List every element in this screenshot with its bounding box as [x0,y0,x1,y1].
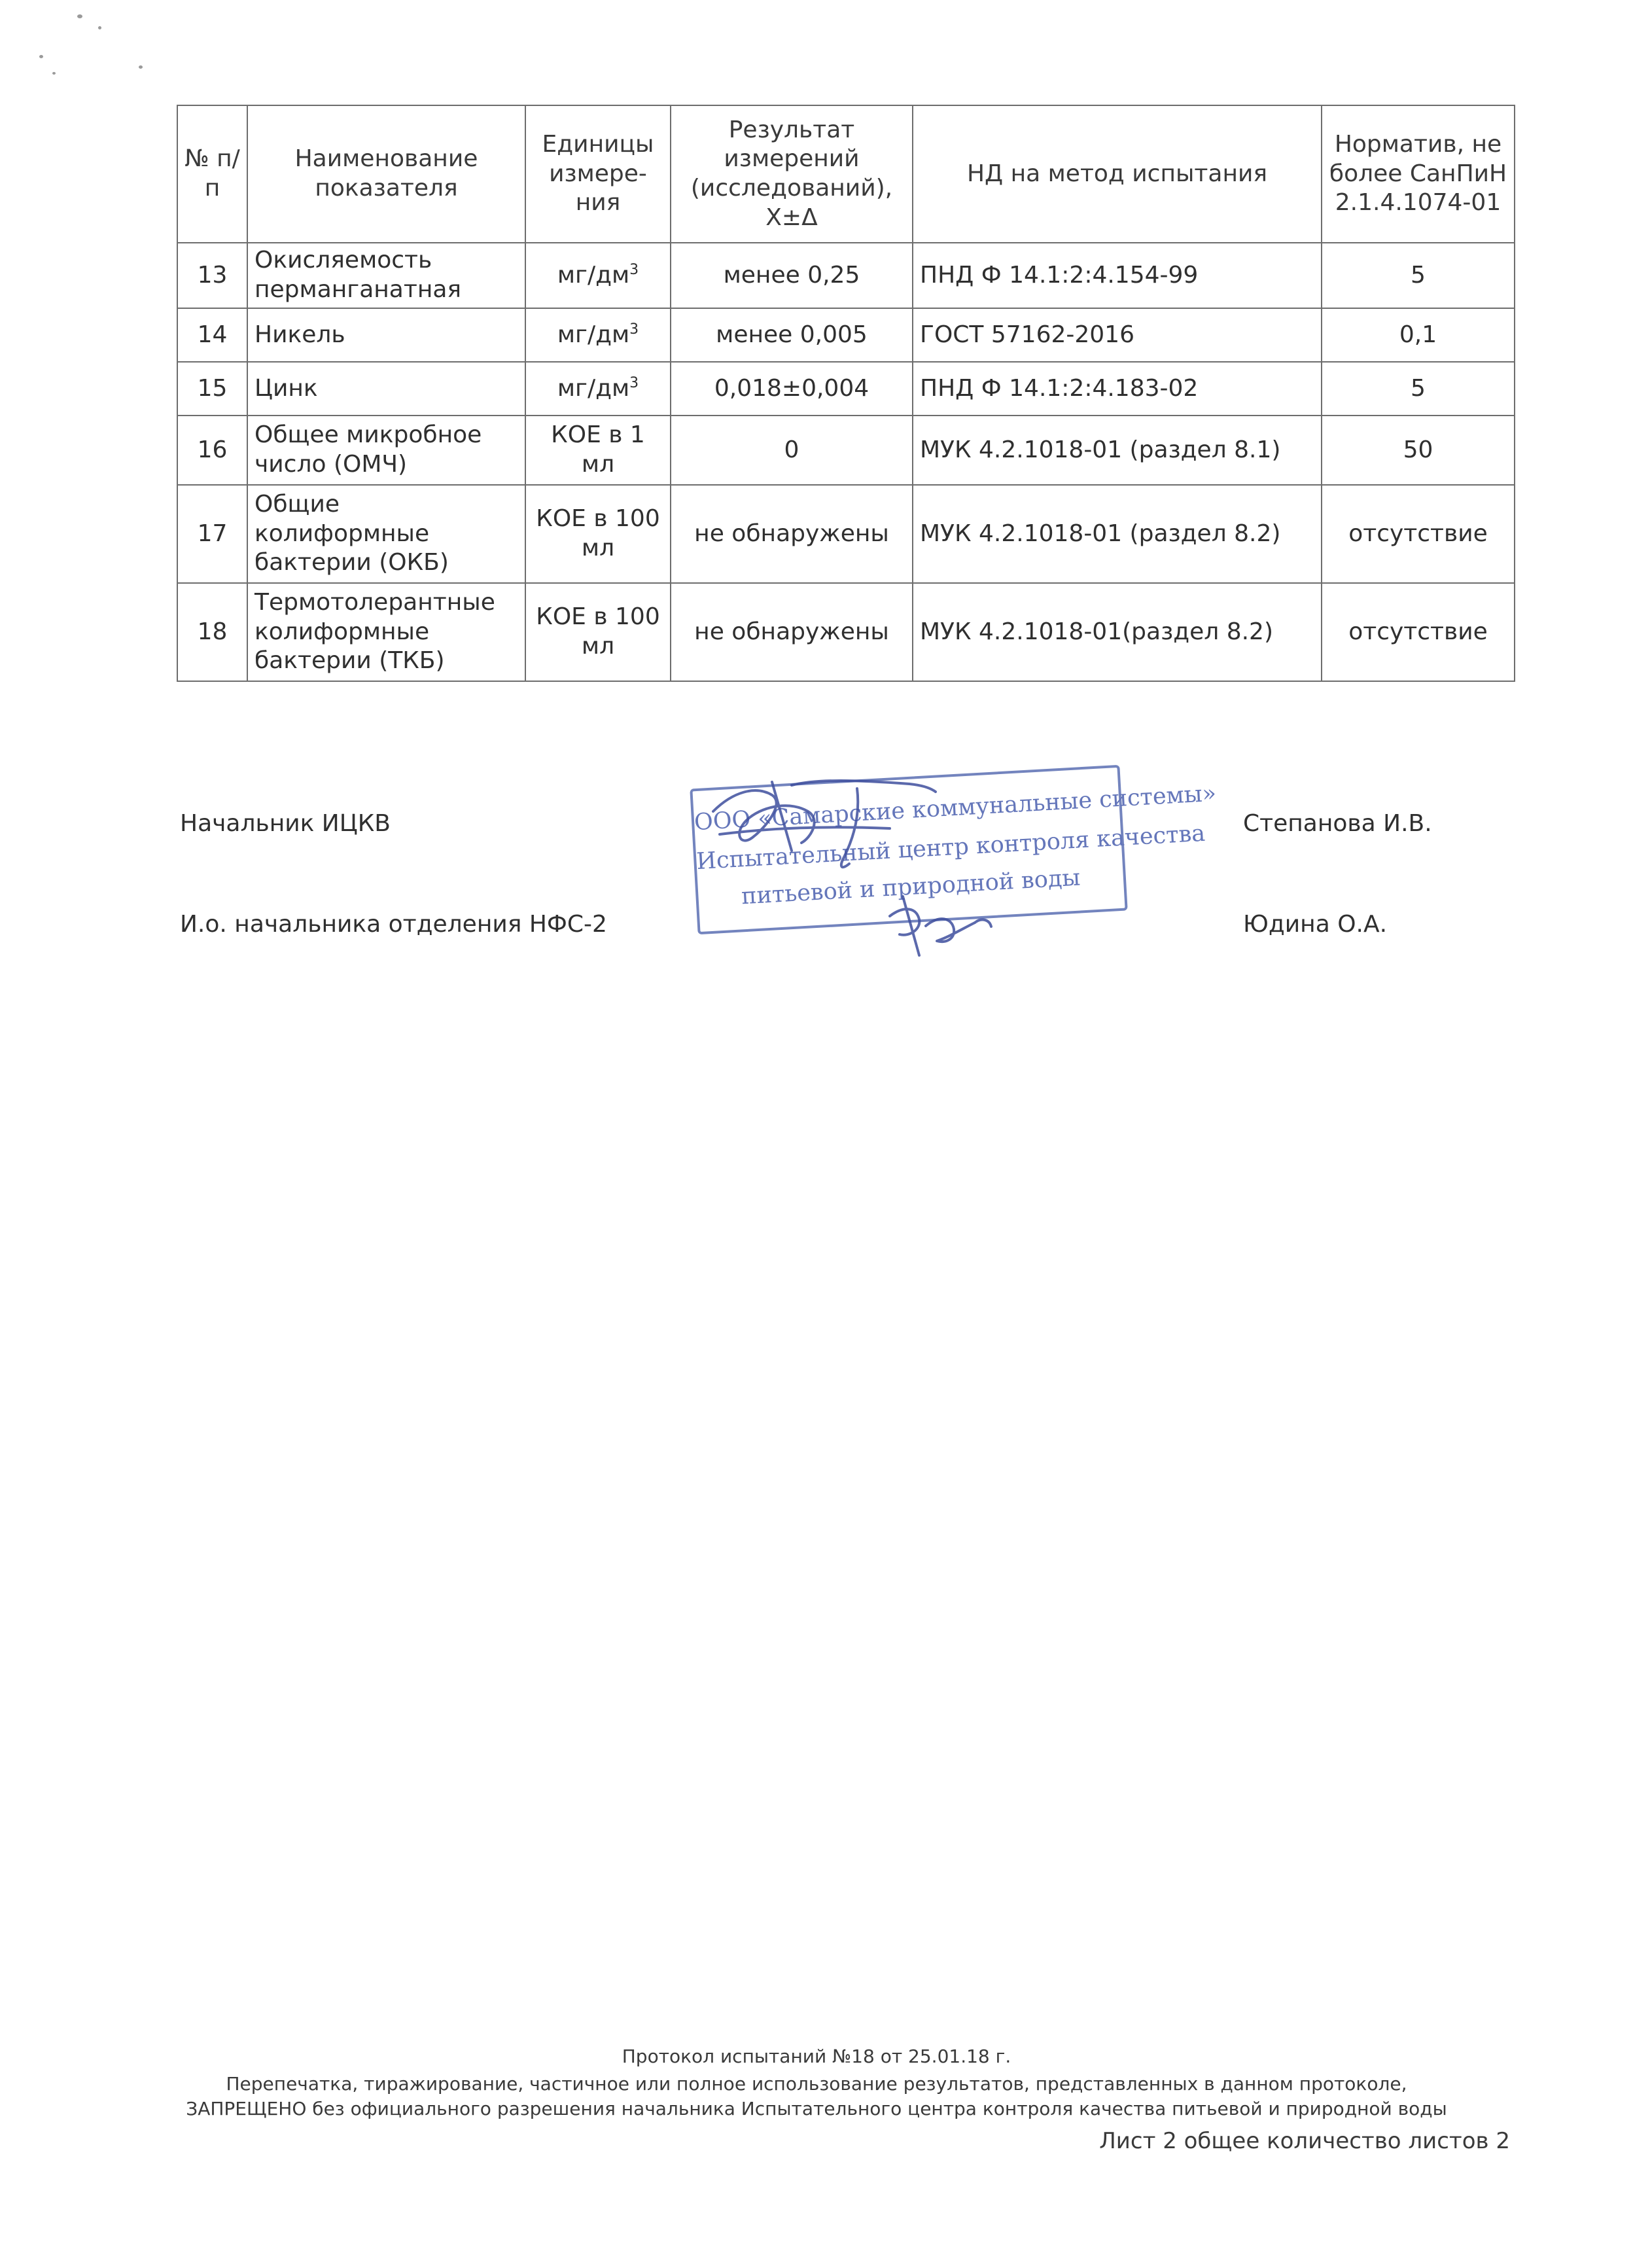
cell-name: Общие колиформные бактерии (ОКБ) [247,485,525,583]
table-row [177,416,1515,485]
cell-name: Цинк [247,362,525,416]
cell-method: МУК 4.2.1018-01(раздел 8.2) [913,583,1322,681]
signatory-position-2: И.о. начальника отделения НФС-2 [180,911,607,938]
signatory-name-2: Юдина О.А. [1243,911,1388,938]
page-counter: Лист 2 общее количество листов 2 [1099,2128,1510,2154]
cell-result: 0,018±0,004 [671,362,913,416]
cell-num: 14 [177,308,247,362]
cell-norm: отсутствие [1322,583,1515,681]
cell-num: 16 [177,416,247,485]
cell-norm: 0,1 [1322,308,1515,362]
cell-method: ГОСТ 57162-2016 [913,308,1322,362]
cell-num: 18 [177,583,247,681]
stamp-line-3: питьевой и природной воды [741,864,1081,910]
results-table [177,105,1515,682]
table-row [177,583,1515,681]
copyright-notice-line-1: Перепечатка, тиражирование, частичное или полное использование результатов, представленных в данном протоколе, [226,2073,1407,2095]
cell-unit: КОЕ в 100 мл [525,485,671,583]
scan-speck [98,26,101,29]
signatory-position-1: Начальник ИЦКВ [180,810,391,837]
cell-method: МУК 4.2.1018-01 (раздел 8.2) [913,485,1322,583]
scan-speck [77,14,82,18]
cell-unit: КОЕ в 1 мл [525,416,671,485]
cell-method: ПНД Ф 14.1:2:4.154-99 [913,243,1322,308]
header-result: Результат измерений (исследований), Х±Δ [671,105,913,243]
cell-unit [525,362,671,416]
unit-text: мг/дм [557,261,630,289]
unit-text: мг/дм [557,374,630,402]
cell-norm: отсутствие [1322,485,1515,583]
table-row [177,308,1515,362]
stamp-line-2: Испытательный центр контроля качества [695,820,1206,876]
signatory-name-1: Степанова И.В. [1243,810,1432,837]
table-row [177,243,1515,308]
cell-unit [525,243,671,308]
cell-norm: 5 [1322,362,1515,416]
scan-speck [52,72,56,75]
cell-result: менее 0,005 [671,308,913,362]
copyright-notice-line-2: ЗАПРЕЩЕНО без официального разрешения начальника Испытательного центра контроля качества питьевой и природной воды [186,2098,1447,2119]
unit-superscript: 3 [629,261,639,278]
header-method: НД на метод испытания [913,105,1322,243]
cell-method: ПНД Ф 14.1:2:4.183-02 [913,362,1322,416]
cell-unit [525,308,671,362]
cell-name: Общее микробное число (ОМЧ) [247,416,525,485]
scan-speck [39,55,43,58]
cell-unit: КОЕ в 100 мл [525,583,671,681]
cell-num: 17 [177,485,247,583]
cell-result: не обнаружены [671,485,913,583]
header-name: Наименование показателя [247,105,525,243]
table-row [177,362,1515,416]
organization-stamp [690,765,1218,934]
protocol-reference: Протокол испытаний №18 от 25.01.18 г. [622,2046,1011,2067]
unit-superscript: 3 [629,321,639,338]
cell-method: МУК 4.2.1018-01 (раздел 8.1) [913,416,1322,485]
cell-norm: 5 [1322,243,1515,308]
cell-name: Термотолерантные колиформные бактерии (ТКБ) [247,583,525,681]
cell-result: менее 0,25 [671,243,913,308]
cell-name: Окисляемость перманганатная [247,243,525,308]
cell-result: 0 [671,416,913,485]
cell-result: не обнаружены [671,583,913,681]
unit-superscript: 3 [629,374,639,391]
header-num: № п/п [177,105,247,243]
table-header-row [177,105,1515,243]
unit-text: мг/дм [557,321,630,348]
cell-num: 13 [177,243,247,308]
table-row [177,485,1515,583]
header-unit: Единицы измере-ния [525,105,671,243]
cell-num: 15 [177,362,247,416]
cell-norm: 50 [1322,416,1515,485]
cell-name: Никель [247,308,525,362]
scan-speck [139,65,143,69]
header-norm: Норматив, не более СанПиН 2.1.4.1074-01 [1322,105,1515,243]
stamp-line-1: ООО «Самарские коммунальные системы» [694,780,1218,836]
